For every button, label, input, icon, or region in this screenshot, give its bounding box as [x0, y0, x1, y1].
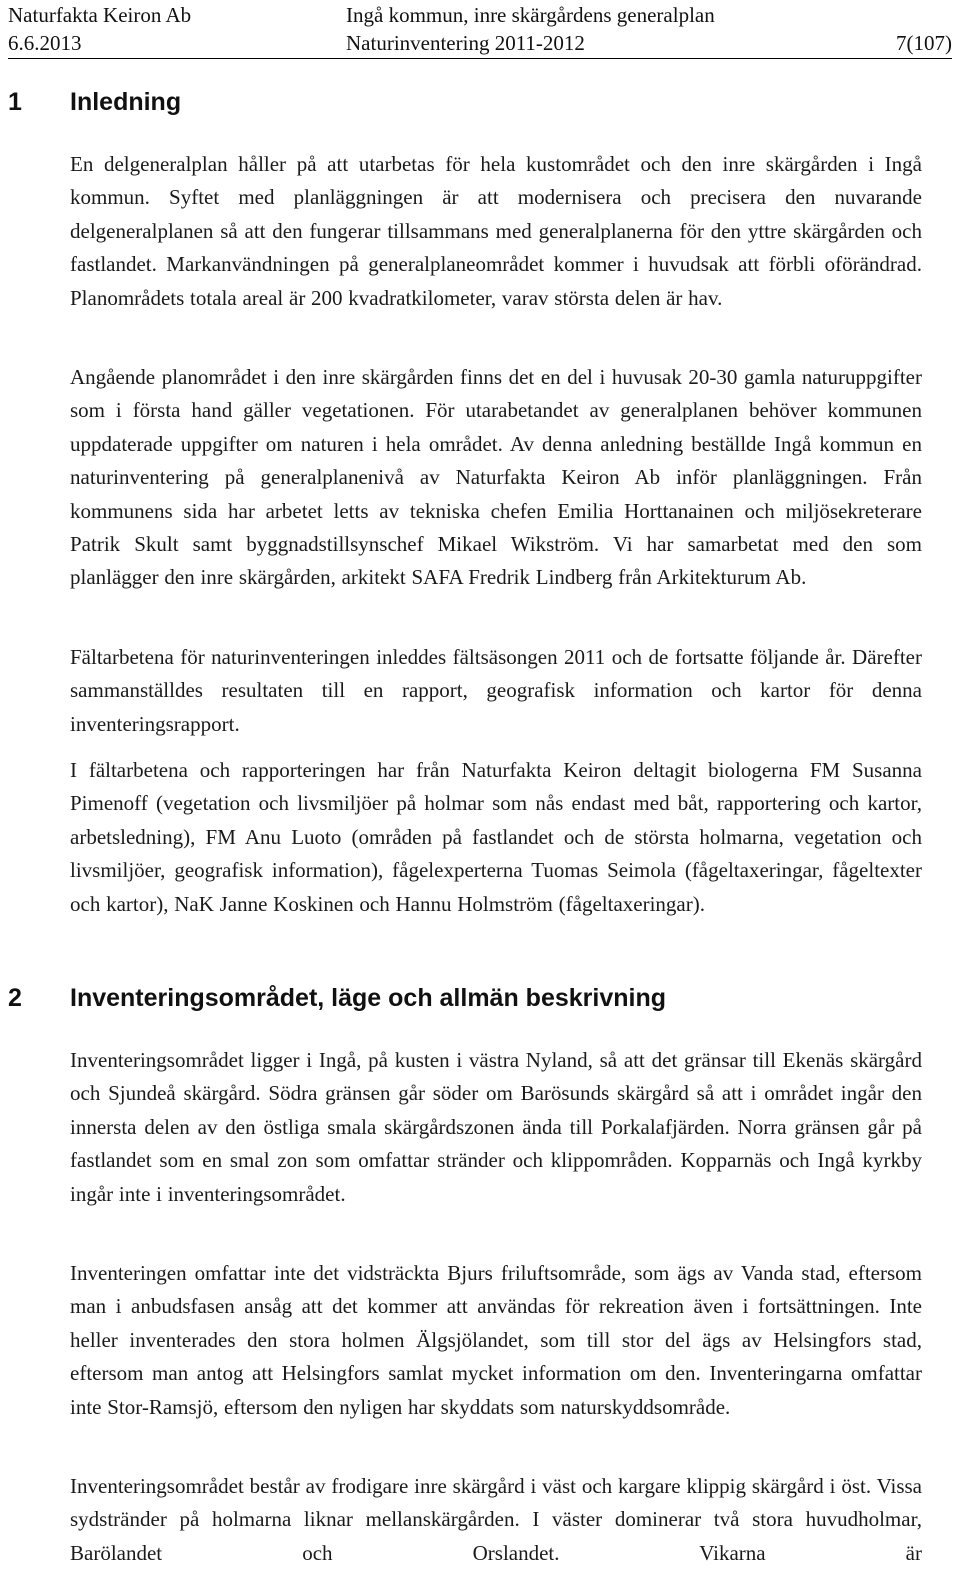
- section-heading: [8, 982, 948, 1014]
- body-paragraph: Angående planområdet i den inre skärgården finns det en del i huvusak 20-30 gamla naturuppgifter som i första hand gäller vegetationen. För utarabetandet av generalplanen behöver kommunen uppdaterade uppgifter om naturen i hela området. Av denna anledning beställde Ingå kommun en naturinventering på generalplanenivå av Naturfakta Keiron Ab inför planläggningen. Från kommunens sida har arbetet letts av tekniska chefen Emilia Horttanainen och miljösekreterare Patrik Skult samt byggnadstillsynschef Mikael Wikström. Vi har samarbetat med den som planlägger den inre skärgården, arkitekt SAFA Fredrik Lindberg från Arkitekturum Ab.: [70, 365, 922, 590]
- page-header: [8, 0, 952, 59]
- body-paragraph: Inventeringsområdet består av frodigare inre skärgård i väst och kargare klippig skärgård i öst. Vissa sydstränder på holmarna liknar mellanskärgården. I väster dominerar två stora huvudholmar, Barölandet och Orslandet. Vikarna är: [70, 1474, 922, 1565]
- body-paragraph: Inventeringen omfattar inte det vidsträckta Bjurs friluftsområde, som ägs av Vanda stad, eftersom man i anbudsfasen ansåg att det kommer att användas för rekreation även i fortsättningen. Inte heller inventerades den stora holmen Älgsjölandet, som till stor del ägs av Helsingfors stad, eftersom man antog att Helsingfors samlat mycket information om den. Inventeringarna omfattar inte Stor-Ramsjö, eftersom den nyligen har skyddats som naturskyddsområde.: [70, 1261, 922, 1419]
- body-paragraph: Inventeringsområdet ligger i Ingå, på kusten i västra Nyland, så att det gränsar till Ekenäs skärgård och Sjundeå skärgård. Södra gränsen går söder om Barösunds skärgård så att i området ingår den innersta delen av den östliga smala skärgårdszonen ända till Porkalafjärden. Norra gränsen går på fastlandet som en smal zon som omfattar stränder och klippområden. Kopparnäs och Ingå kyrkby ingår inte i inventeringsområdet.: [70, 1048, 922, 1206]
- header-page-number: 7(107): [896, 31, 952, 55]
- header-org: Naturfakta Keiron Ab: [8, 3, 192, 27]
- body-paragraph: Fältarbetena för naturinventeringen inleddes fältsäsongen 2011 och de fortsatte följande år. Därefter sammanställdes resultaten till en rapport, geografisk information och kartor för denna inventeringsrapport.: [70, 645, 922, 736]
- header-center: [346, 1, 715, 57]
- header-doc-subtitle: Naturinventering 2011-2012: [346, 31, 585, 55]
- section-title: Inledning: [70, 88, 182, 116]
- header-doc-title: Ingå kommun, inre skärgårdens generalplan: [346, 3, 715, 27]
- section-number: 1: [8, 88, 22, 116]
- section-number: 2: [8, 984, 22, 1012]
- body-paragraph: I fältarbetena och rapporteringen har från Naturfakta Keiron deltagit biologerna FM Susanna Pimenoff (vegetation och livsmiljöer på holmar som nås endast med båt, rapportering och kartor, arbetsledning), FM Anu Luoto (områden på fastlandet och de största holmarna, vegetation och livsmiljöer, geografisk information), fågelexperterna Tuomas Seimola (fågeltaxeringar, fågeltexter och kartor), NaK Janne Koskinen och Hannu Holmström (fågeltaxeringar).: [70, 758, 922, 916]
- section-title: Inventeringsområdet, läge och allmän beskrivning: [70, 984, 666, 1012]
- body-paragraph: En delgeneralplan håller på att utarbetas för hela kustområdet och den inre skärgården i Ingå kommun. Syftet med planläggningen är att modernisera och precisera den nuvarande delgeneralplanen så att den fungerar tillsammans med generalplanerna för den yttre skärgården och fastlandet. Markanvändningen på generalplaneområdet kommer i huvudsak att förbli oförändrad. Planområdets totala areal är 200 kvadratkilometer, varav största delen är hav.: [70, 152, 922, 310]
- header-date: 6.6.2013: [8, 31, 82, 55]
- header-left: [8, 1, 191, 57]
- section-heading: [8, 86, 948, 118]
